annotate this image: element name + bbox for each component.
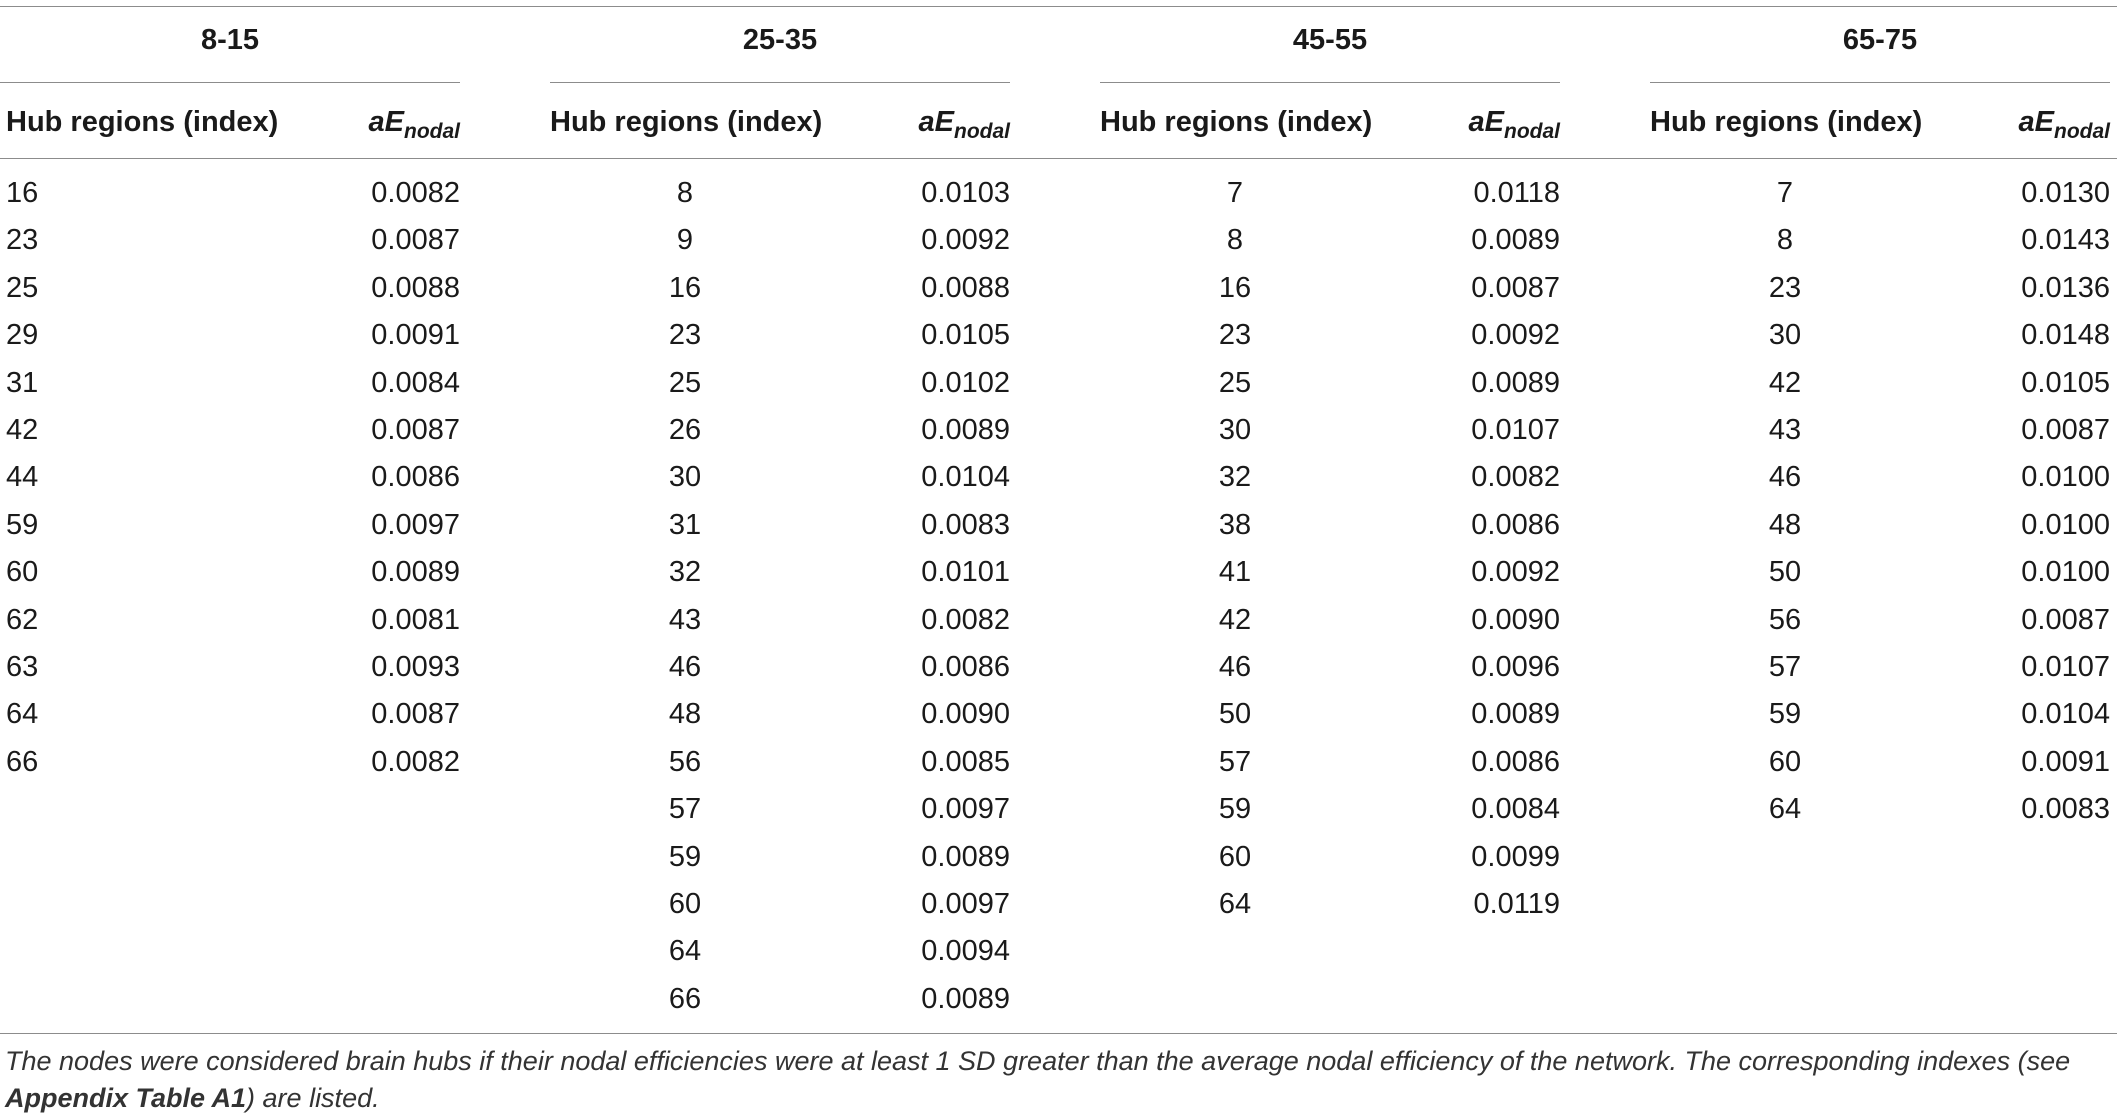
aenodal-header: [1910, 104, 2110, 150]
hub-regions-header: Hub regions (index): [6, 106, 279, 138]
hub-region-index: 64: [6, 698, 39, 731]
hub-region-index: 8: [1776, 224, 1794, 257]
hub-region-index: 44: [6, 461, 39, 494]
hub-region-index: 16: [1218, 271, 1252, 304]
group-title-2: 45-55: [1292, 24, 1368, 56]
hub-region-index: 30: [1768, 319, 1802, 352]
hub-region-index: 59: [1768, 698, 1802, 731]
aenodal-value: 0.0097: [921, 793, 1010, 826]
aenodal-value: 0.0090: [921, 698, 1010, 731]
hub-region-index: 41: [1218, 556, 1252, 589]
hub-region-index: 30: [668, 461, 702, 494]
aenodal-value: 0.0094: [921, 935, 1010, 968]
aenodal-value: 0.0082: [371, 177, 460, 209]
aenodal-value: 0.0130: [2021, 177, 2110, 209]
hub-region-index: 60: [1218, 840, 1252, 873]
hub-region-index: 7: [1776, 177, 1794, 209]
group-rule-0: [0, 82, 460, 83]
aenodal-header: [260, 104, 460, 150]
hub-region-index: 57: [1768, 651, 1802, 683]
aenodal-header-main: aE: [1468, 106, 1504, 138]
aenodal-header-main: aE: [368, 106, 404, 138]
hub-region-index: 60: [668, 888, 702, 920]
hub-region-index: 43: [1768, 414, 1802, 446]
hub-region-index: 56: [1768, 603, 1802, 636]
hub-region-index: 23: [1768, 271, 1802, 304]
hub-region-index: 8: [1226, 224, 1244, 257]
aenodal-value: 0.0093: [371, 651, 460, 683]
hub-region-index: 29: [6, 319, 39, 352]
hub-regions-header: Hub regions (index): [550, 106, 823, 138]
hub-region-index: 66: [668, 982, 702, 1015]
hub-region-index: 23: [6, 224, 39, 257]
hub-regions-header: Hub regions (index): [1650, 106, 1923, 138]
hub-region-index: 7: [1226, 177, 1244, 209]
aenodal-header-main: aE: [2018, 106, 2054, 138]
hub-region-index: 46: [1218, 651, 1252, 683]
hub-region-index: 42: [1218, 603, 1252, 636]
hub-region-index: 48: [1768, 508, 1802, 541]
hub-region-index: 62: [6, 603, 39, 636]
aenodal-value: 0.0088: [371, 271, 460, 304]
aenodal-value: 0.0089: [1471, 366, 1560, 399]
bottom-rule: [0, 1033, 2117, 1034]
footnote-tail: ) are listed.: [246, 1083, 380, 1113]
aenodal-value: 0.0092: [1471, 319, 1560, 352]
aenodal-value: 0.0100: [2021, 556, 2110, 589]
aenodal-value: 0.0084: [1471, 793, 1560, 826]
hub-region-index: 23: [668, 319, 702, 352]
aenodal-value: 0.0143: [2021, 224, 2110, 257]
aenodal-value: 0.0148: [2021, 319, 2110, 352]
aenodal-value: 0.0087: [371, 414, 460, 446]
hub-region-index: 64: [668, 935, 702, 968]
aenodal-value: 0.0100: [2021, 461, 2110, 494]
aenodal-value: 0.0119: [1473, 888, 1560, 920]
aenodal-value: 0.0102: [921, 366, 1010, 399]
aenodal-value: 0.0086: [1471, 508, 1560, 541]
group-rule-3: [1650, 82, 2110, 83]
hub-region-index: 32: [1218, 461, 1252, 494]
hub-regions-header: Hub regions (index): [1100, 106, 1373, 138]
hub-region-index: 42: [1768, 366, 1802, 399]
hub-region-index: 16: [6, 177, 39, 209]
aenodal-value: 0.0092: [1471, 556, 1560, 589]
aenodal-value: 0.0103: [921, 177, 1010, 209]
aenodal-header-sub: nodal: [1504, 120, 1560, 143]
aenodal-value: 0.0091: [2021, 745, 2110, 778]
table-footnote: [5, 1043, 2110, 1117]
aenodal-value: 0.0089: [371, 556, 460, 589]
aenodal-value: 0.0086: [371, 461, 460, 494]
aenodal-header-sub: nodal: [954, 120, 1010, 143]
hub-region-index: 32: [668, 556, 702, 589]
group-rule-2: [1100, 82, 1560, 83]
hub-region-index: 43: [668, 603, 702, 636]
hub-region-index: 48: [668, 698, 702, 731]
aenodal-value: 0.0090: [1471, 603, 1560, 636]
aenodal-value: 0.0082: [1471, 461, 1560, 494]
top-rule: [0, 6, 2117, 7]
aenodal-value: 0.0118: [1473, 177, 1560, 209]
hub-region-index: 57: [668, 793, 702, 826]
aenodal-value: 0.0100: [2021, 508, 2110, 541]
hub-region-index: 38: [1218, 508, 1252, 541]
hub-region-index: 64: [1768, 793, 1802, 826]
aenodal-value: 0.0087: [371, 224, 460, 257]
aenodal-value: 0.0089: [921, 982, 1010, 1015]
aenodal-value: 0.0082: [921, 603, 1010, 636]
aenodal-value: 0.0083: [2021, 793, 2110, 826]
hub-region-index: 23: [1218, 319, 1252, 352]
aenodal-header-sub: nodal: [404, 120, 460, 143]
group-title-0: 8-15: [200, 24, 260, 56]
header-rule: [0, 158, 2117, 159]
aenodal-header-main: aE: [918, 106, 954, 138]
hub-region-index: 25: [668, 366, 702, 399]
aenodal-value: 0.0081: [371, 603, 460, 636]
hub-region-index: 59: [668, 840, 702, 873]
hub-region-index: 60: [1768, 745, 1802, 778]
aenodal-value: 0.0107: [1471, 414, 1560, 446]
aenodal-header-sub: nodal: [2054, 120, 2110, 143]
hub-region-index: 63: [6, 651, 39, 683]
aenodal-value: 0.0097: [371, 508, 460, 541]
aenodal-value: 0.0087: [1471, 271, 1560, 304]
hub-region-index: 8: [676, 177, 694, 209]
hub-region-index: 46: [1768, 461, 1802, 494]
aenodal-value: 0.0092: [921, 224, 1010, 257]
group-title-1: 25-35: [742, 24, 818, 56]
hub-region-index: 25: [1218, 366, 1252, 399]
aenodal-value: 0.0085: [921, 745, 1010, 778]
hub-region-index: 42: [6, 414, 39, 446]
hub-region-index: 57: [1218, 745, 1252, 778]
aenodal-value: 0.0083: [921, 508, 1010, 541]
aenodal-value: 0.0105: [921, 319, 1010, 352]
aenodal-value: 0.0087: [371, 698, 460, 731]
aenodal-value: 0.0087: [2021, 414, 2110, 446]
aenodal-value: 0.0099: [1471, 840, 1560, 873]
hub-region-index: 30: [1218, 414, 1252, 446]
hub-region-index: 50: [1218, 698, 1252, 731]
hub-region-index: 60: [6, 556, 39, 589]
footnote-appendix-ref: Appendix Table A1: [5, 1083, 247, 1113]
aenodal-value: 0.0089: [1471, 224, 1560, 257]
hub-region-index: 59: [6, 508, 39, 541]
aenodal-value: 0.0101: [921, 556, 1010, 589]
hub-region-index: 31: [6, 366, 39, 399]
aenodal-value: 0.0084: [371, 366, 460, 399]
aenodal-value: 0.0082: [371, 745, 460, 778]
hub-region-index: 66: [6, 745, 39, 778]
hub-region-index: 56: [668, 745, 702, 778]
aenodal-value: 0.0104: [2021, 698, 2110, 731]
footnote-text: The nodes were considered brain hubs if their nodal efficiencies were at least 1 SD greater than the average nodal efficiency of the network. The corresponding indexes (see: [5, 1046, 2071, 1076]
aenodal-value: 0.0086: [921, 651, 1010, 683]
aenodal-value: 0.0089: [921, 414, 1010, 446]
hub-region-index: 16: [668, 271, 702, 304]
aenodal-value: 0.0088: [921, 271, 1010, 304]
hub-region-index: 31: [668, 508, 702, 541]
aenodal-value: 0.0089: [1471, 698, 1560, 731]
aenodal-value: 0.0087: [2021, 603, 2110, 636]
hub-region-index: 9: [676, 224, 694, 257]
aenodal-value: 0.0089: [921, 840, 1010, 873]
aenodal-value: 0.0097: [921, 888, 1010, 920]
group-rule-1: [550, 82, 1010, 83]
aenodal-value: 0.0086: [1471, 745, 1560, 778]
hub-region-index: 64: [1218, 888, 1252, 920]
group-title-3: 65-75: [1842, 24, 1918, 56]
hub-region-index: 59: [1218, 793, 1252, 826]
aenodal-value: 0.0096: [1471, 651, 1560, 683]
hub-region-index: 46: [668, 651, 702, 683]
aenodal-value: 0.0136: [2021, 271, 2110, 304]
hub-region-index: 26: [668, 414, 702, 446]
aenodal-header: [1360, 104, 1560, 150]
aenodal-value: 0.0105: [2021, 366, 2110, 399]
hub-region-index: 25: [6, 271, 39, 304]
aenodal-value: 0.0104: [921, 461, 1010, 494]
aenodal-header: [810, 104, 1010, 150]
hub-region-index: 50: [1768, 556, 1802, 589]
aenodal-value: 0.0091: [371, 319, 460, 352]
aenodal-value: 0.0107: [2021, 651, 2110, 683]
